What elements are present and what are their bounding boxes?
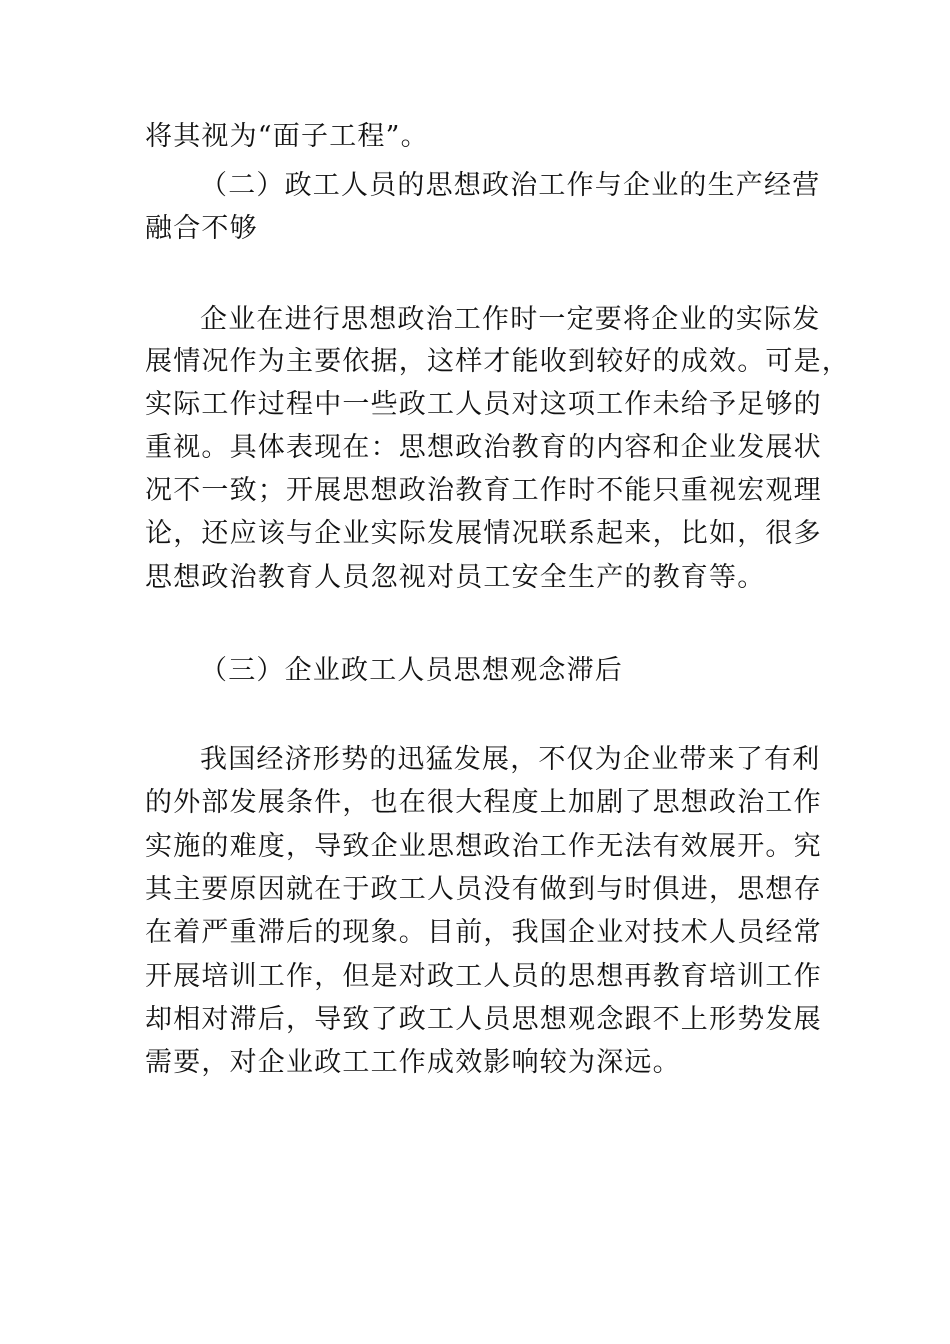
paragraph-1-line-6: 论，还应该与企业实际发展情况联系起来，比如，很多 bbox=[145, 518, 822, 549]
paragraph-2-line-5: 在着严重滞后的现象。目前，我国企业对技术人员经常 bbox=[145, 917, 822, 948]
paragraph-1-line-5: 况不一致；开展思想政治教育工作时不能只重视宏观理 bbox=[145, 475, 822, 506]
paragraph-2-line-8: 需要，对企业政工工作成效影响较为深远。 bbox=[145, 1047, 681, 1078]
paragraph-2-line-6: 开展培训工作，但是对政工人员的思想再教育培训工作 bbox=[145, 961, 822, 992]
paragraph-2-line-7: 却相对滞后，导致了政工人员思想观念跟不上形势发展 bbox=[145, 1004, 822, 1035]
paragraph-1-line-4: 重视。具体表现在：思想政治教育的内容和企业发展状 bbox=[145, 432, 822, 463]
paragraph-1-line-7: 思想政治教育人员忽视对员工安全生产的教育等。 bbox=[145, 562, 766, 593]
paragraph-2-line-4: 其主要原因就在于政工人员没有做到与时俱进，思想存 bbox=[145, 874, 822, 905]
paragraph-1-line-1: 企业在进行思想政治工作时一定要将企业的实际发 bbox=[200, 304, 821, 335]
paragraph-2-line-1: 我国经济形势的迅猛发展，不仅为企业带来了有利 bbox=[200, 744, 821, 775]
section-heading-2-line-2: 融合不够 bbox=[145, 213, 258, 244]
paragraph-1-line-3: 实际工作过程中一些政工人员对这项工作未给予足够的 bbox=[145, 389, 822, 420]
paragraph-2-line-3: 实施的难度，导致企业思想政治工作无法有效展开。究 bbox=[145, 831, 822, 862]
paragraph-continuation-line: 将其视为“面子工程”。 bbox=[145, 121, 429, 152]
section-heading-2-line-1: （二）政工人员的思想政治工作与企业的生产经营 bbox=[200, 170, 821, 201]
paragraph-2-line-2: 的外部发展条件，也在很大程度上加剧了思想政治工作 bbox=[145, 787, 822, 818]
section-heading-3: （三）企业政工人员思想观念滞后 bbox=[200, 655, 623, 686]
paragraph-1-line-2: 展情况作为主要依据，这样才能收到较好的成效。可是， bbox=[145, 346, 850, 377]
